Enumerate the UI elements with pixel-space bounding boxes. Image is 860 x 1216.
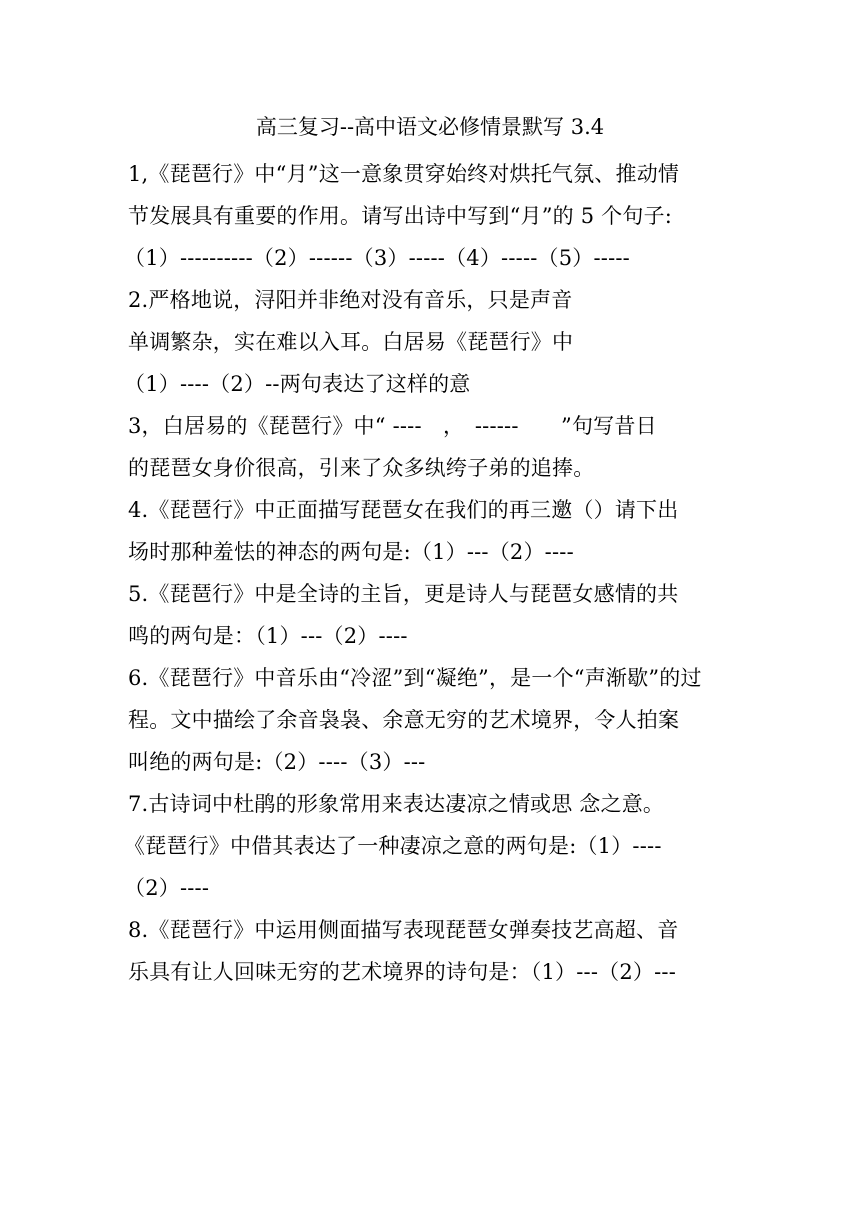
text-line: 《琵琶行》中借其表达了一种凄凉之意的两句是:（1）---- (124, 834, 662, 858)
text-line: 鸣的两句是：（1）---（2）---- (128, 624, 408, 648)
document-body (124, 153, 738, 993)
text-line: 的琵琶女身价很高，引来了众多纨绔子弟的追捧。 (128, 456, 595, 480)
text-line: 节发展具有重要的作用。请写出诗中写到“月”的 5 个句子: (128, 204, 673, 228)
text-line: 3，白居易的《琵琶行》中“ ---- ， ------ ”句写昔日 (128, 414, 657, 438)
text-line: 1,《琵琶行》中“月”这一意象贯穿始终对烘托气氛、推动情 (128, 162, 680, 186)
text-line: 7.古诗词中杜鹃的形象常用来表达凄凉之情或思 念之意。 (128, 792, 665, 816)
text-line: 2.严格地说，浔阳并非绝对没有音乐，只是声音 (128, 288, 573, 312)
text-line: 程。文中描绘了余音袅袅、余意无穷的艺术境界，令人拍案 (128, 708, 680, 732)
text-line: 叫绝的两句是:（2）----（3）--- (128, 750, 426, 774)
text-line: 5.《琵琶行》中是全诗的主旨，更是诗人与琵琶女感情的共 (128, 582, 679, 606)
text-line: （2）---- (124, 876, 210, 900)
text-line: 8.《琵琶行》中运用侧面描写表现琵琶女弹奏技艺高超、音 (128, 918, 679, 942)
text-line: （1）----（2）--两句表达了这样的意 (124, 372, 471, 396)
text-line: 场时那种羞怯的神态的两句是:（1）---（2）---- (128, 540, 574, 564)
text-line: 6.《琵琶行》中音乐由“冷涩”到“凝绝”，是一个“声渐歇”的过 (128, 666, 702, 690)
text-line: 单调繁杂，实在难以入耳。白居易《琵琶行》中 (128, 330, 574, 354)
document-title: 高三复习--高中语文必修情景默写 3.4 (255, 115, 605, 139)
text-line: 4.《琵琶行》中正面描写琵琶女在我们的再三邀（）请下出 (128, 498, 679, 522)
text-line: 乐具有让人回味无穷的艺术境界的诗句是：（1）---（2）--- (128, 960, 676, 984)
text-line: （1）----------（2）------（3）-----（4）-----（5）----- (124, 246, 630, 270)
